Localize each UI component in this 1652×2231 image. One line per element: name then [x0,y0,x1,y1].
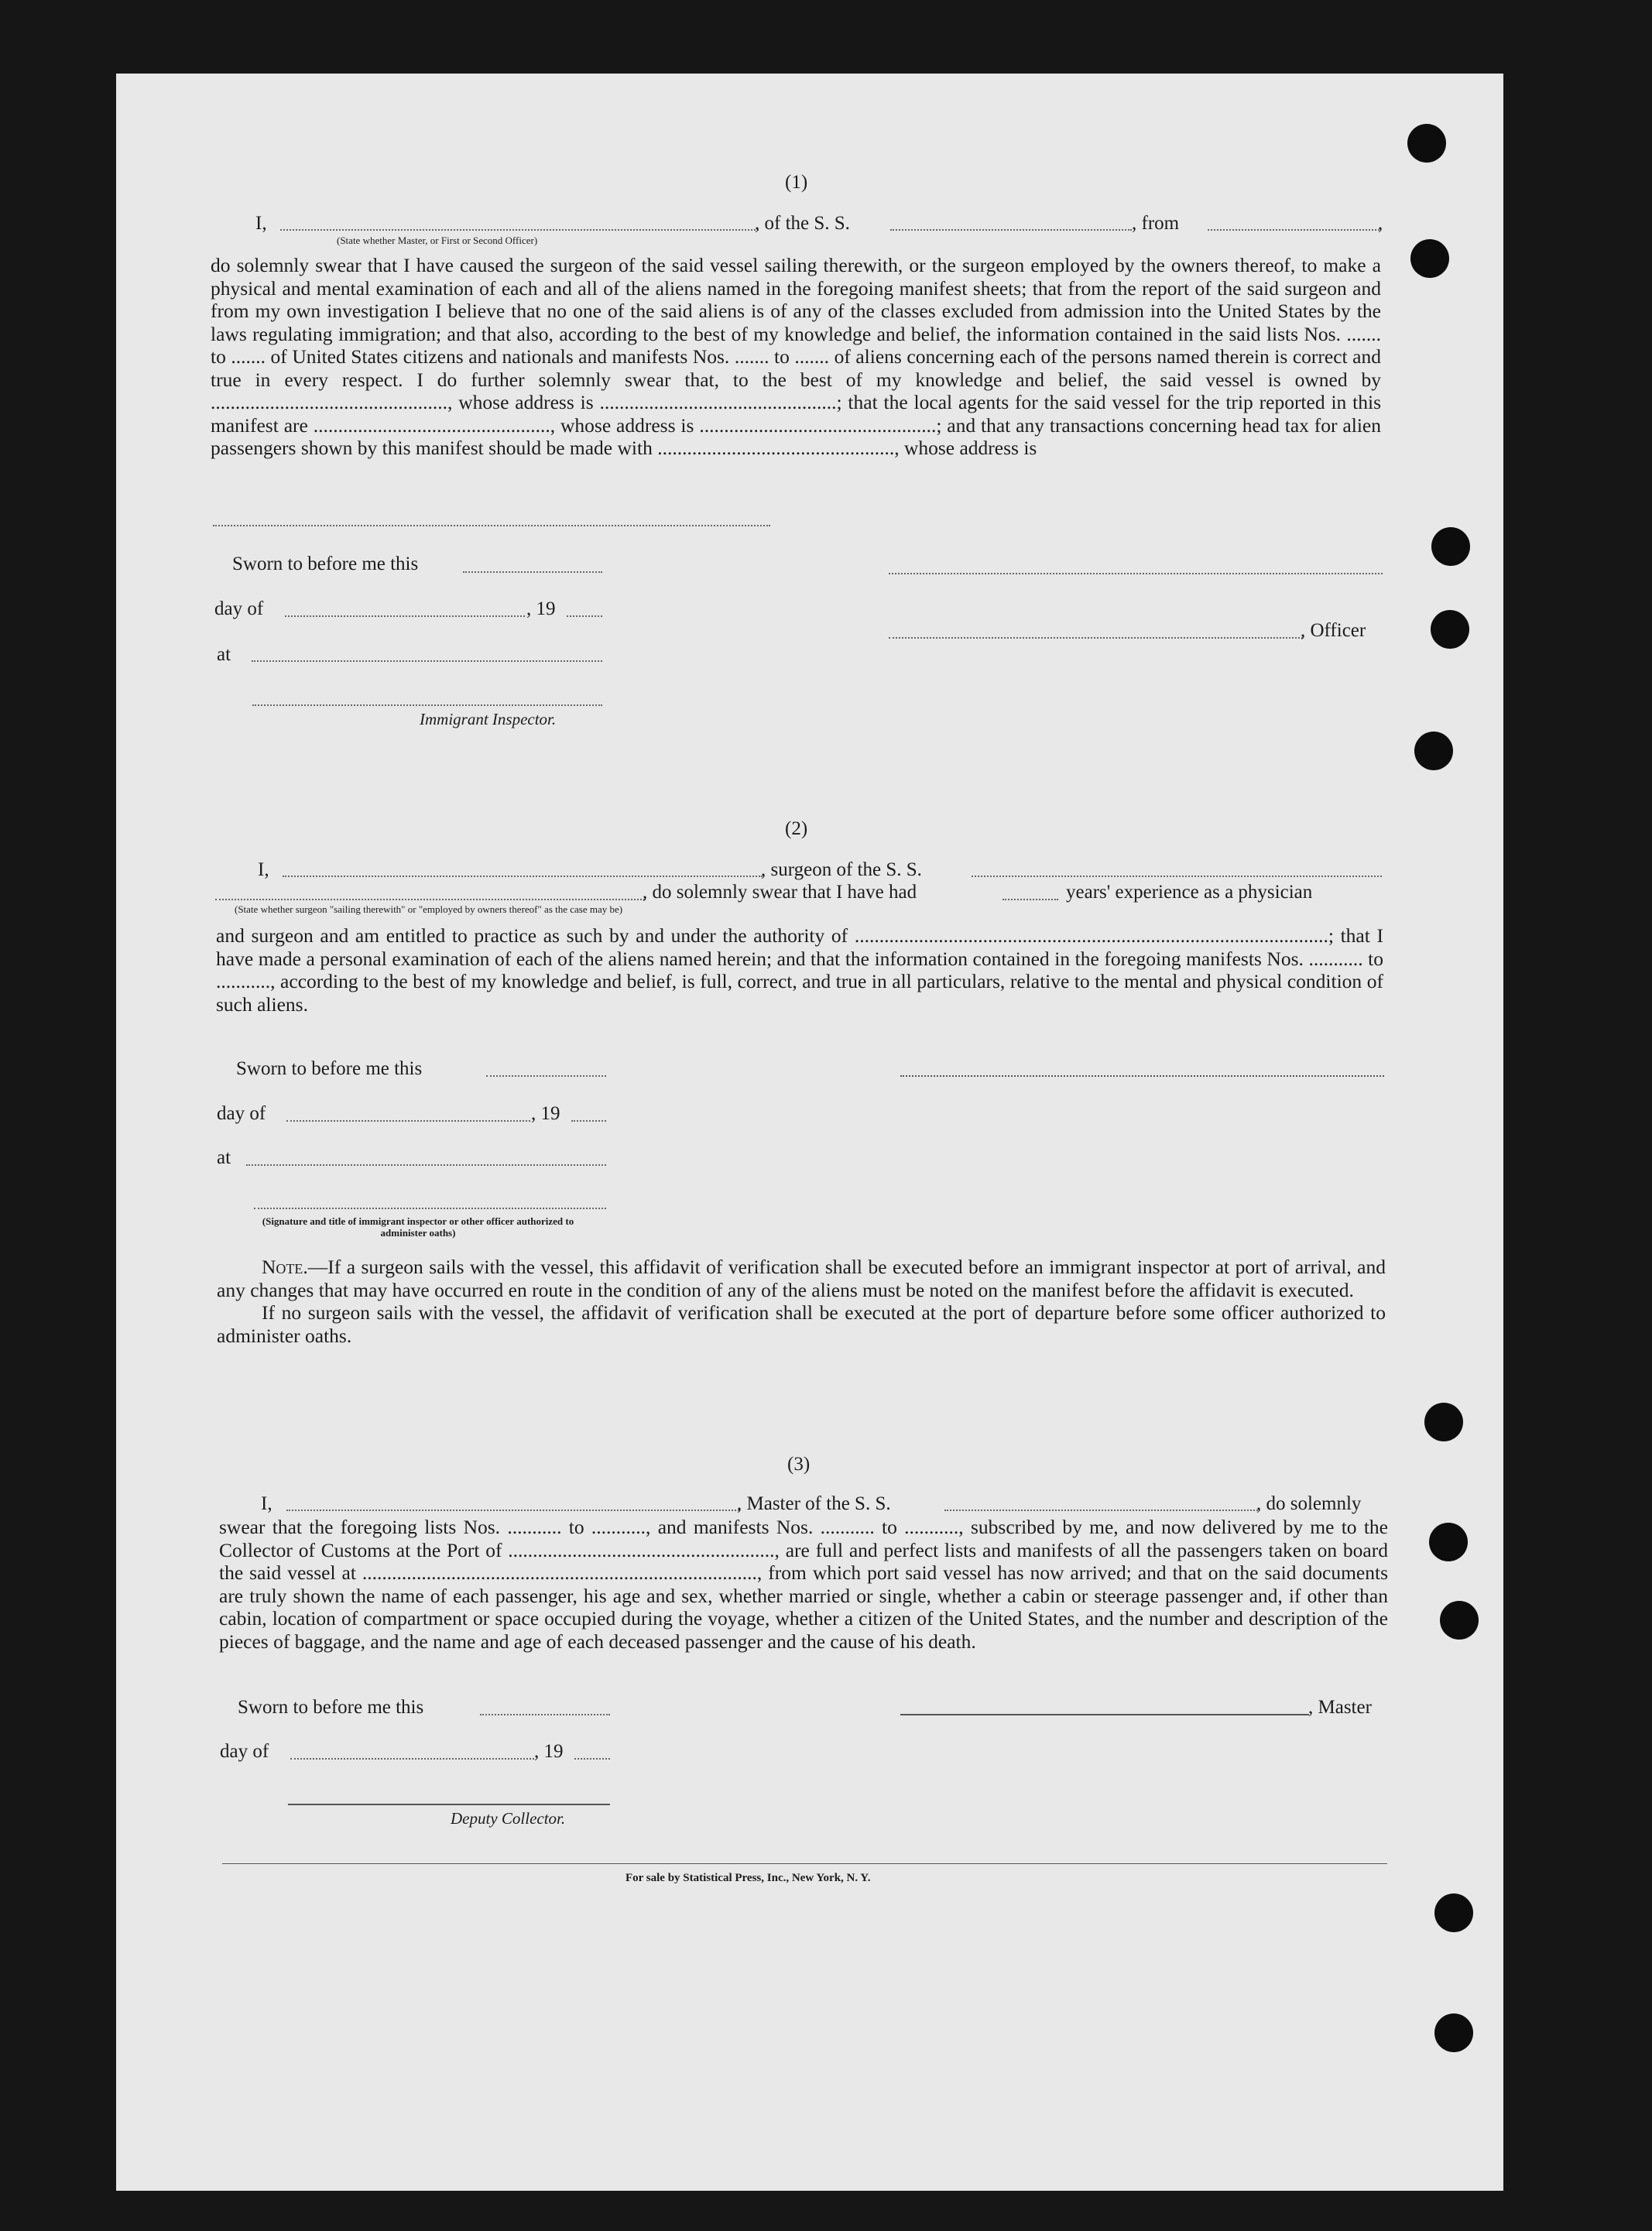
surgeon-status-note: (State whether surgeon "sailing therewith" or "employed by owners thereof" as the case may be) [235,903,623,915]
section-1-body [211,254,1381,460]
punch-hole [1434,2013,1473,2052]
section-3-i: I, [261,1493,272,1514]
years-experience-field[interactable] [1003,899,1058,900]
day-of-label-1: day of [214,598,264,619]
footer-rule [222,1863,1387,1864]
signature-title-note: (Signature and title of immigrant inspector or other officer authorized to administer oaths) [262,1215,574,1239]
of-ss-label: , of the S. S. [755,213,850,234]
officer-signature-line-2[interactable] [254,1208,606,1209]
day-of-label-3: day of [220,1741,269,1762]
year-prefix-2: , 19 [531,1103,560,1124]
officer-signature-line[interactable] [889,637,1303,639]
punch-hole [1414,732,1453,770]
punch-hole [1424,1403,1463,1441]
punch-hole [1431,610,1469,649]
surgeon-vessel-field[interactable] [972,876,1382,877]
punch-hole [1431,527,1470,566]
note-text-2: If no surgeon sails with the vessel, the affidavit of verification shall be executed at the port of departure before some officer authorized to administer oaths. [217,1301,1386,1347]
at-label-1: at [217,644,231,665]
section-1-body-text: do solemnly swear that I have caused the surgeon of the said vessel sailing therewith, or the surgeon employed by the owners thereof, to make a physical and mental examination of each and all of the aliens named in the foregoing manifest sheets; that from the report of the said surgeon and from my own investigation I believe that no one of the said aliens is of any of the classes excluded from admission into the United States by the laws regulating immigration; and that also, according to the best of my knowledge and belief, the information contained in the said lists Nos. ....... to ....... of United States citizens and nationals and manifests Nos. ....... to ....... of aliens concerning each of the persons named therein is correct and true in every respect. I do further solemnly swear that, to the best of my knowledge and belief, the said vessel is owned by ................................................, whose address is ................................................; that the local agents for the said vessel for the trip reported in this manifest are ................................................, whose address is ................................................; and that any transactions concerning head tax for alien passengers shown by this manifest should be made with ................................................, whose address is [211,254,1381,459]
inspector-signature-line[interactable] [252,704,602,706]
section-3-body-text: swear that the foregoing lists Nos. ........... to ..........., and manifests Nos. ........... to ..........., subscribed by me, and now delivered by me to the Collector of Customs at the Port of ......................................................, are full and perfect lists and manifests of all the passengers taken on board the said vessel at ................................................................................, from which port said vessel has now arrived; and that on the said documents are truly shown the name of each passenger, his age and sex, whether married or single, whether a cabin or steerage passenger and, if other than cabin, location of compartment or space occupied during the voyage, whether a citizen of the United States, and the number and description of the pieces of baggage, and the name and age of each deceased passenger and the cause of his death. [219,1516,1388,1653]
sworn-label-3: Sworn to before me this [238,1697,424,1718]
month-field-1[interactable] [285,615,525,617]
section-1-number: (1) [785,172,808,193]
deputy-collector-label: Deputy Collector. [451,1809,566,1828]
sworn-date-field-3[interactable] [480,1714,610,1715]
year-prefix-3: , 19 [534,1741,564,1762]
sworn-label-1: Sworn to before me this [232,553,419,574]
section-1-i: I, [255,213,267,234]
section-1-address-field[interactable] [213,525,770,526]
section-2-number: (2) [785,818,808,839]
from-port-field[interactable] [1208,229,1380,231]
note-heading: Note. [262,1256,308,1278]
note-text: —If a surgeon sails with the vessel, this affidavit of verification shall be executed before an immigrant inspector at port of arrival, and any changes that may have occurred en route in the condition of any of the aliens must be noted on the manifest before the affidavit is executed. [217,1256,1386,1301]
master-name-field-3[interactable] [286,1510,739,1511]
at-label-2: at [217,1147,231,1168]
master-rank-note: (State whether Master, or First or Second Officer) [337,235,538,246]
officer-label: , Officer [1301,620,1366,641]
year-field-2[interactable] [571,1120,606,1122]
punch-hole [1410,239,1449,278]
sworn-date-field-1[interactable] [463,571,602,573]
vessel-name-field[interactable] [890,229,1132,231]
year-field-1[interactable] [567,615,602,617]
from-label: , from [1132,213,1180,234]
surgeon-signature-line[interactable] [900,1075,1384,1077]
master-of-ss-label: , Master of the S. S. [737,1493,891,1514]
vessel-name-field-3[interactable] [944,1510,1258,1511]
surgeon-of-ss-label: , surgeon of the S. S. [761,859,922,880]
year-prefix-1: , 19 [526,598,556,619]
at-place-field-1[interactable] [252,660,602,662]
sworn-date-field-2[interactable] [486,1075,606,1077]
section-2-body-text: and surgeon and am entitled to practice as such by and under the authority of ................................................................................................; that I have made a personal examination of each of the aliens named herein; and that the information contained in the foregoing manifests Nos. ........... to ..........., according to the best of my knowledge and belief, is full, correct, and true in all particulars, relative to the mental and physical condition of such aliens. [216,924,1383,1016]
section-3-body [219,1516,1388,1653]
surgeon-name-field[interactable] [283,876,763,877]
punch-hole [1429,1523,1468,1561]
do-solemnly-label: , do solemnly [1256,1493,1362,1514]
punch-hole [1440,1601,1479,1640]
officer-signature-line-top[interactable] [889,573,1383,574]
at-place-field-2[interactable] [246,1164,606,1166]
day-of-label-2: day of [217,1103,266,1124]
month-field-3[interactable] [290,1758,534,1760]
line-end-comma: , [1378,213,1383,234]
surgeon-status-field[interactable] [215,899,645,900]
punch-hole [1434,1893,1473,1932]
month-field-2[interactable] [286,1120,530,1122]
sworn-label-2: Sworn to before me this [236,1058,423,1079]
section-2-i: I, [258,859,269,880]
section-2-body [216,924,1383,1016]
swear-years-label: , do solemnly swear that I have had [643,882,917,903]
years-experience-label: years' experience as a physician [1066,882,1313,903]
surgeon-note [217,1256,1386,1347]
year-field-3[interactable] [574,1758,610,1760]
section-3-number: (3) [787,1454,811,1475]
collector-signature-line[interactable] [288,1804,610,1805]
master-label: , Master [1308,1697,1372,1718]
master-name-field[interactable] [280,229,759,231]
master-signature-line[interactable] [900,1714,1309,1715]
punch-hole [1407,124,1446,163]
immigrant-inspector-label: Immigrant Inspector. [420,710,557,728]
printer-credit: For sale by Statistical Press, Inc., New York, N. Y. [625,1872,871,1884]
